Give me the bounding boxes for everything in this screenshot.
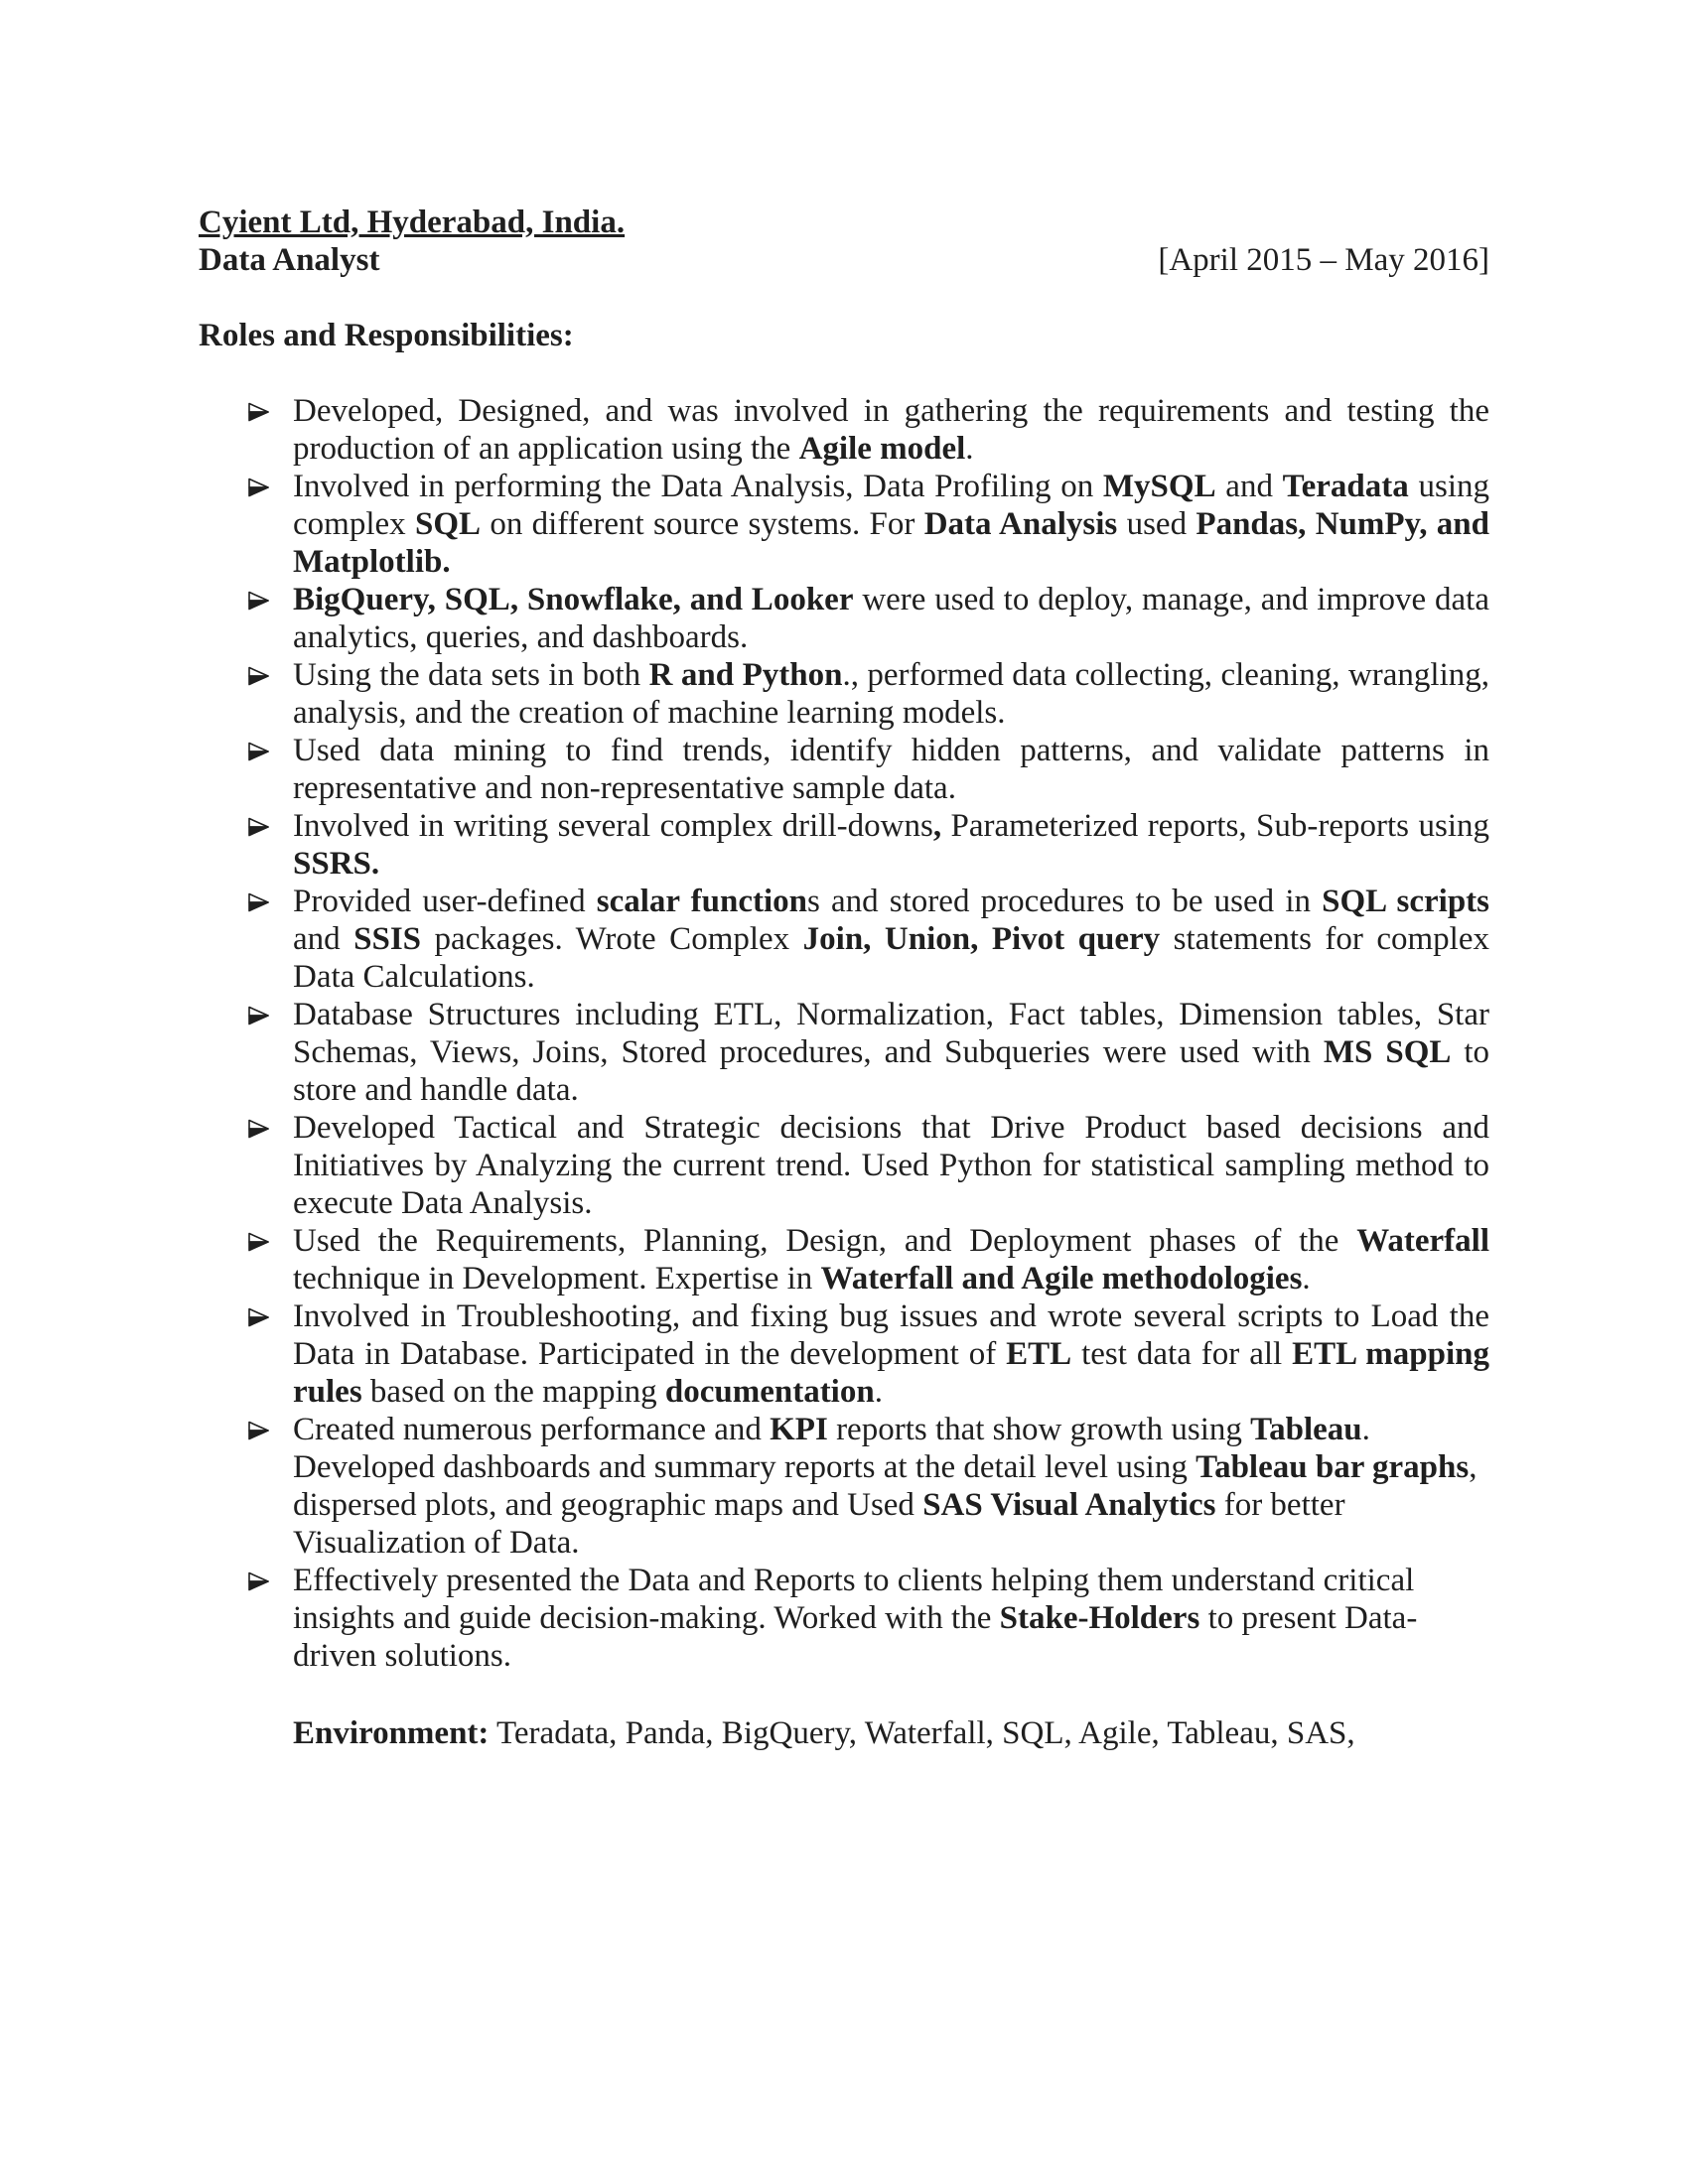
environment-text: Teradata, Panda, BigQuery, Waterfall, SQL, Agile, Tableau, SAS,: [489, 1715, 1355, 1751]
bullet-text: Used the Requirements, Planning, Design, and Deployment phases of the Waterfall technique in Development. Expertise in Waterfall and Agile methodologies.: [293, 1223, 1489, 1297]
arrowhead-bullet-icon: [246, 1229, 272, 1255]
bullet-text: Using the data sets in both R and Python., performed data collecting, cleaning, wrangling, analysis, and the creation of machine learning models.: [293, 657, 1490, 731]
list-item: [199, 468, 1489, 581]
arrowhead-bullet-icon: [246, 739, 272, 764]
arrowhead-bullet-icon: [246, 889, 272, 915]
bullet-text: Created numerous performance and KPI reports that show growth using Tableau. Developed dashboards and summary reports at the detail level using Tableau bar graphs, dispersed plots, and geographic maps and Used SAS Visual Analytics for better Visualization of Data.: [293, 1412, 1477, 1561]
bullet-text: Developed Tactical and Strategic decisions that Drive Product based decisions and Initiatives by Analyzing the current trend. Used Python for statistical sampling method to execute Data Analysis.: [293, 1110, 1489, 1221]
environment-label: Environment:: [293, 1715, 490, 1751]
job-title: Data Analyst: [199, 242, 380, 278]
environment-line: [293, 1714, 1489, 1752]
arrowhead-bullet-icon: [246, 663, 272, 689]
list-item: [199, 392, 1489, 468]
arrowhead-bullet-icon: [246, 399, 272, 425]
arrowhead-bullet-icon: [246, 1304, 272, 1330]
list-item: [199, 732, 1489, 807]
arrowhead-bullet-icon: [246, 1116, 272, 1142]
arrowhead-bullet-icon: [246, 588, 272, 614]
bullet-list: [199, 392, 1489, 1675]
arrowhead-bullet-icon: [246, 814, 272, 840]
bullet-text: Database Structures including ETL, Normalization, Fact tables, Dimension tables, Star Schemas, Views, Joins, Stored procedures, and Subqueries were used with MS SQL to store and handle data.: [293, 997, 1489, 1108]
arrowhead-bullet-icon: [246, 1418, 272, 1443]
date-range: [April 2015 – May 2016]: [1158, 242, 1489, 278]
arrowhead-bullet-icon: [246, 475, 272, 500]
list-item: [199, 1297, 1489, 1411]
list-item: [199, 656, 1489, 732]
company-name: Cyient Ltd, Hyderabad, India.: [199, 205, 626, 240]
list-item: [199, 996, 1489, 1109]
list-item: [199, 1109, 1489, 1222]
bullet-text: Involved in writing several complex drill-downs, Parameterized reports, Sub-reports using SSRS.: [293, 808, 1489, 882]
list-item: [199, 581, 1489, 656]
bullet-text: BigQuery, SQL, Snowflake, and Looker were used to deploy, manage, and improve data analytics, queries, and dashboards.: [293, 582, 1490, 655]
list-item: [199, 1222, 1489, 1297]
list-item: [199, 1562, 1489, 1675]
bullet-text: Involved in performing the Data Analysis, Data Profiling on MySQL and Teradata using complex SQL on different source systems. For Data Analysis used Pandas, NumPy, and Matplotlib.: [293, 469, 1489, 580]
bullet-text: Used data mining to find trends, identify hidden patterns, and validate patterns in representative and non-representative sample data.: [293, 733, 1489, 806]
arrowhead-bullet-icon: [246, 1569, 272, 1594]
arrowhead-bullet-icon: [246, 1003, 272, 1028]
bullet-text: Involved in Troubleshooting, and fixing bug issues and wrote several scripts to Load the Data in Database. Participated in the development of ETL test data for all ETL mapping rules based on the mapping documentation.: [293, 1298, 1489, 1410]
bullet-text: Developed, Designed, and was involved in gathering the requirements and testing the production of an application using the Agile model.: [293, 393, 1489, 467]
list-item: [199, 883, 1489, 996]
bullet-text: Provided user-defined scalar functions and stored procedures to be used in SQL scripts and SSIS packages. Wrote Complex Join, Union, Pivot query statements for complex Data Calculations.: [293, 884, 1490, 995]
bullet-text: Effectively presented the Data and Reports to clients helping them understand critical insights and guide decision-making. Worked with the Stake-Holders to present Data-driven solutions.: [293, 1563, 1418, 1674]
list-item: [199, 807, 1489, 883]
role-row: [199, 241, 1489, 279]
section-title: Roles and Responsibilities:: [199, 318, 574, 353]
list-item: [199, 1411, 1489, 1562]
